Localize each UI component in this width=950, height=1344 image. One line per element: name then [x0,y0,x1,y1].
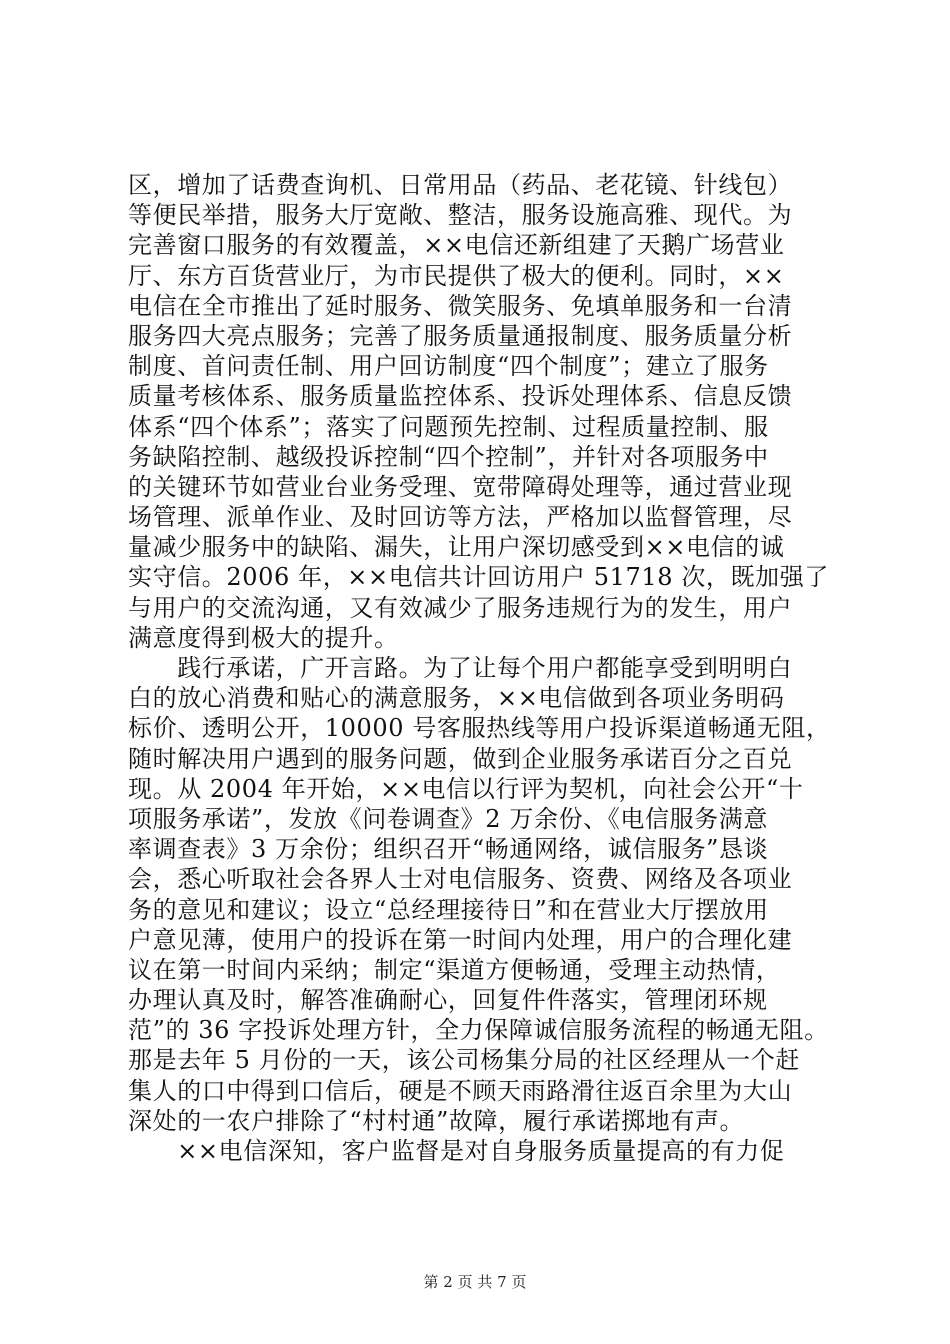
text-line: 随时解决用户遇到的服务问题，做到企业服务承诺百分之百兑 [128,744,793,773]
text-line: 满意度得到极大的提升。 [128,623,399,652]
text-line: 区，增加了话费查询机、日常用品（药品、老花镜、针线包） [128,171,793,199]
text-line: 质量考核体系、服务质量监控体系、投诉处理体系、信息反馈 [128,382,793,411]
text-line: 现。从 2004 年开始，××电信以行评为契机，向社会公开“十 [128,774,804,803]
text-line: 等便民举措，服务大厅宽敞、整洁，服务设施高雅、现代。为 [128,201,793,230]
text-line: 务缺陷控制、越级投诉控制“四个控制”，并针对各项服务中 [128,442,769,471]
text-line: 标价、透明公开，10000 号客服热线等用户投诉渠道畅通无阻， [128,714,831,743]
text-line: 场管理、派单作业、及时回访等方法，严格加以监督管理，尽 [128,503,793,532]
text-line: 务的意见和建议；设立“总经理接待日”和在营业大厅摆放用 [128,895,769,924]
text-line: 体系“四个体系”；落实了问题预先控制、过程质量控制、服 [128,412,769,441]
text-line: 实守信。2006 年，××电信共计回访用户 51718 次，既加强了 [128,563,829,592]
text-line: 白的放心消费和贴心的满意服务，××电信做到各项业务明码 [128,684,785,713]
text-line: 践行承诺，广开言路。为了让每个用户都能享受到明明白 [128,654,793,682]
text-line: 的关键环节如营业台业务受理、宽带障碍处理等，通过营业现 [128,472,793,501]
text-line: 议在第一时间内采纳；制定“渠道方便畅通，受理主动热情， [128,955,781,984]
text-line: 电信在全市推出了延时服务、微笑服务、免填单服务和一台清 [128,291,793,320]
text-line: ××电信深知，客户监督是对自身服务质量提高的有力促 [128,1137,785,1165]
text-line: 范”的 36 字投诉处理方针，全力保障诚信服务流程的畅通无阻。 [128,1016,829,1045]
page-number-footer: 第 2 页 共 7 页 [423,1273,527,1291]
text-line: 深处的一农户排除了“村村通”故障，履行承诺掷地有声。 [128,1106,745,1135]
body-text [128,170,840,1166]
text-line: 集人的口中得到口信后，硬是不顾天雨路滑往返百余里为大山 [128,1076,793,1105]
text-line: 完善窗口服务的有效覆盖，××电信还新组建了天鹅广场营业 [128,231,785,260]
text-line: 服务四大亮点服务；完善了服务质量通报制度、服务质量分析 [128,321,793,350]
text-line: 与用户的交流沟通，又有效减少了服务违规行为的发生，用户 [128,593,793,622]
text-line: 量减少服务中的缺陷、漏失，让用户深切感受到××电信的诚 [128,533,785,562]
text-line: 那是去年 5 月份的一天，该公司杨集分局的社区经理从一个赶 [128,1046,800,1075]
text-line: 户意见薄，使用户的投诉在第一时间内处理，用户的合理化建 [128,925,793,954]
text-line: 率调查表》3 万余份；组织召开“畅通网络，诚信服务”恳谈 [128,835,769,864]
text-line: 制度、首问责任制、用户回访制度“四个制度”；建立了服务 [128,352,769,381]
text-line: 厅、东方百货营业厅，为市民提供了极大的便利。同时，×× [128,261,785,290]
text-line: 项服务承诺”，发放《问卷调查》2 万余份、《电信服务满意 [128,804,768,833]
text-line: 办理认真及时，解答准确耐心，回复件件落实，管理闭环规 [128,986,768,1015]
text-line: 会，悉心听取社会各界人士对电信服务、资费、网络及各项业 [128,865,793,894]
